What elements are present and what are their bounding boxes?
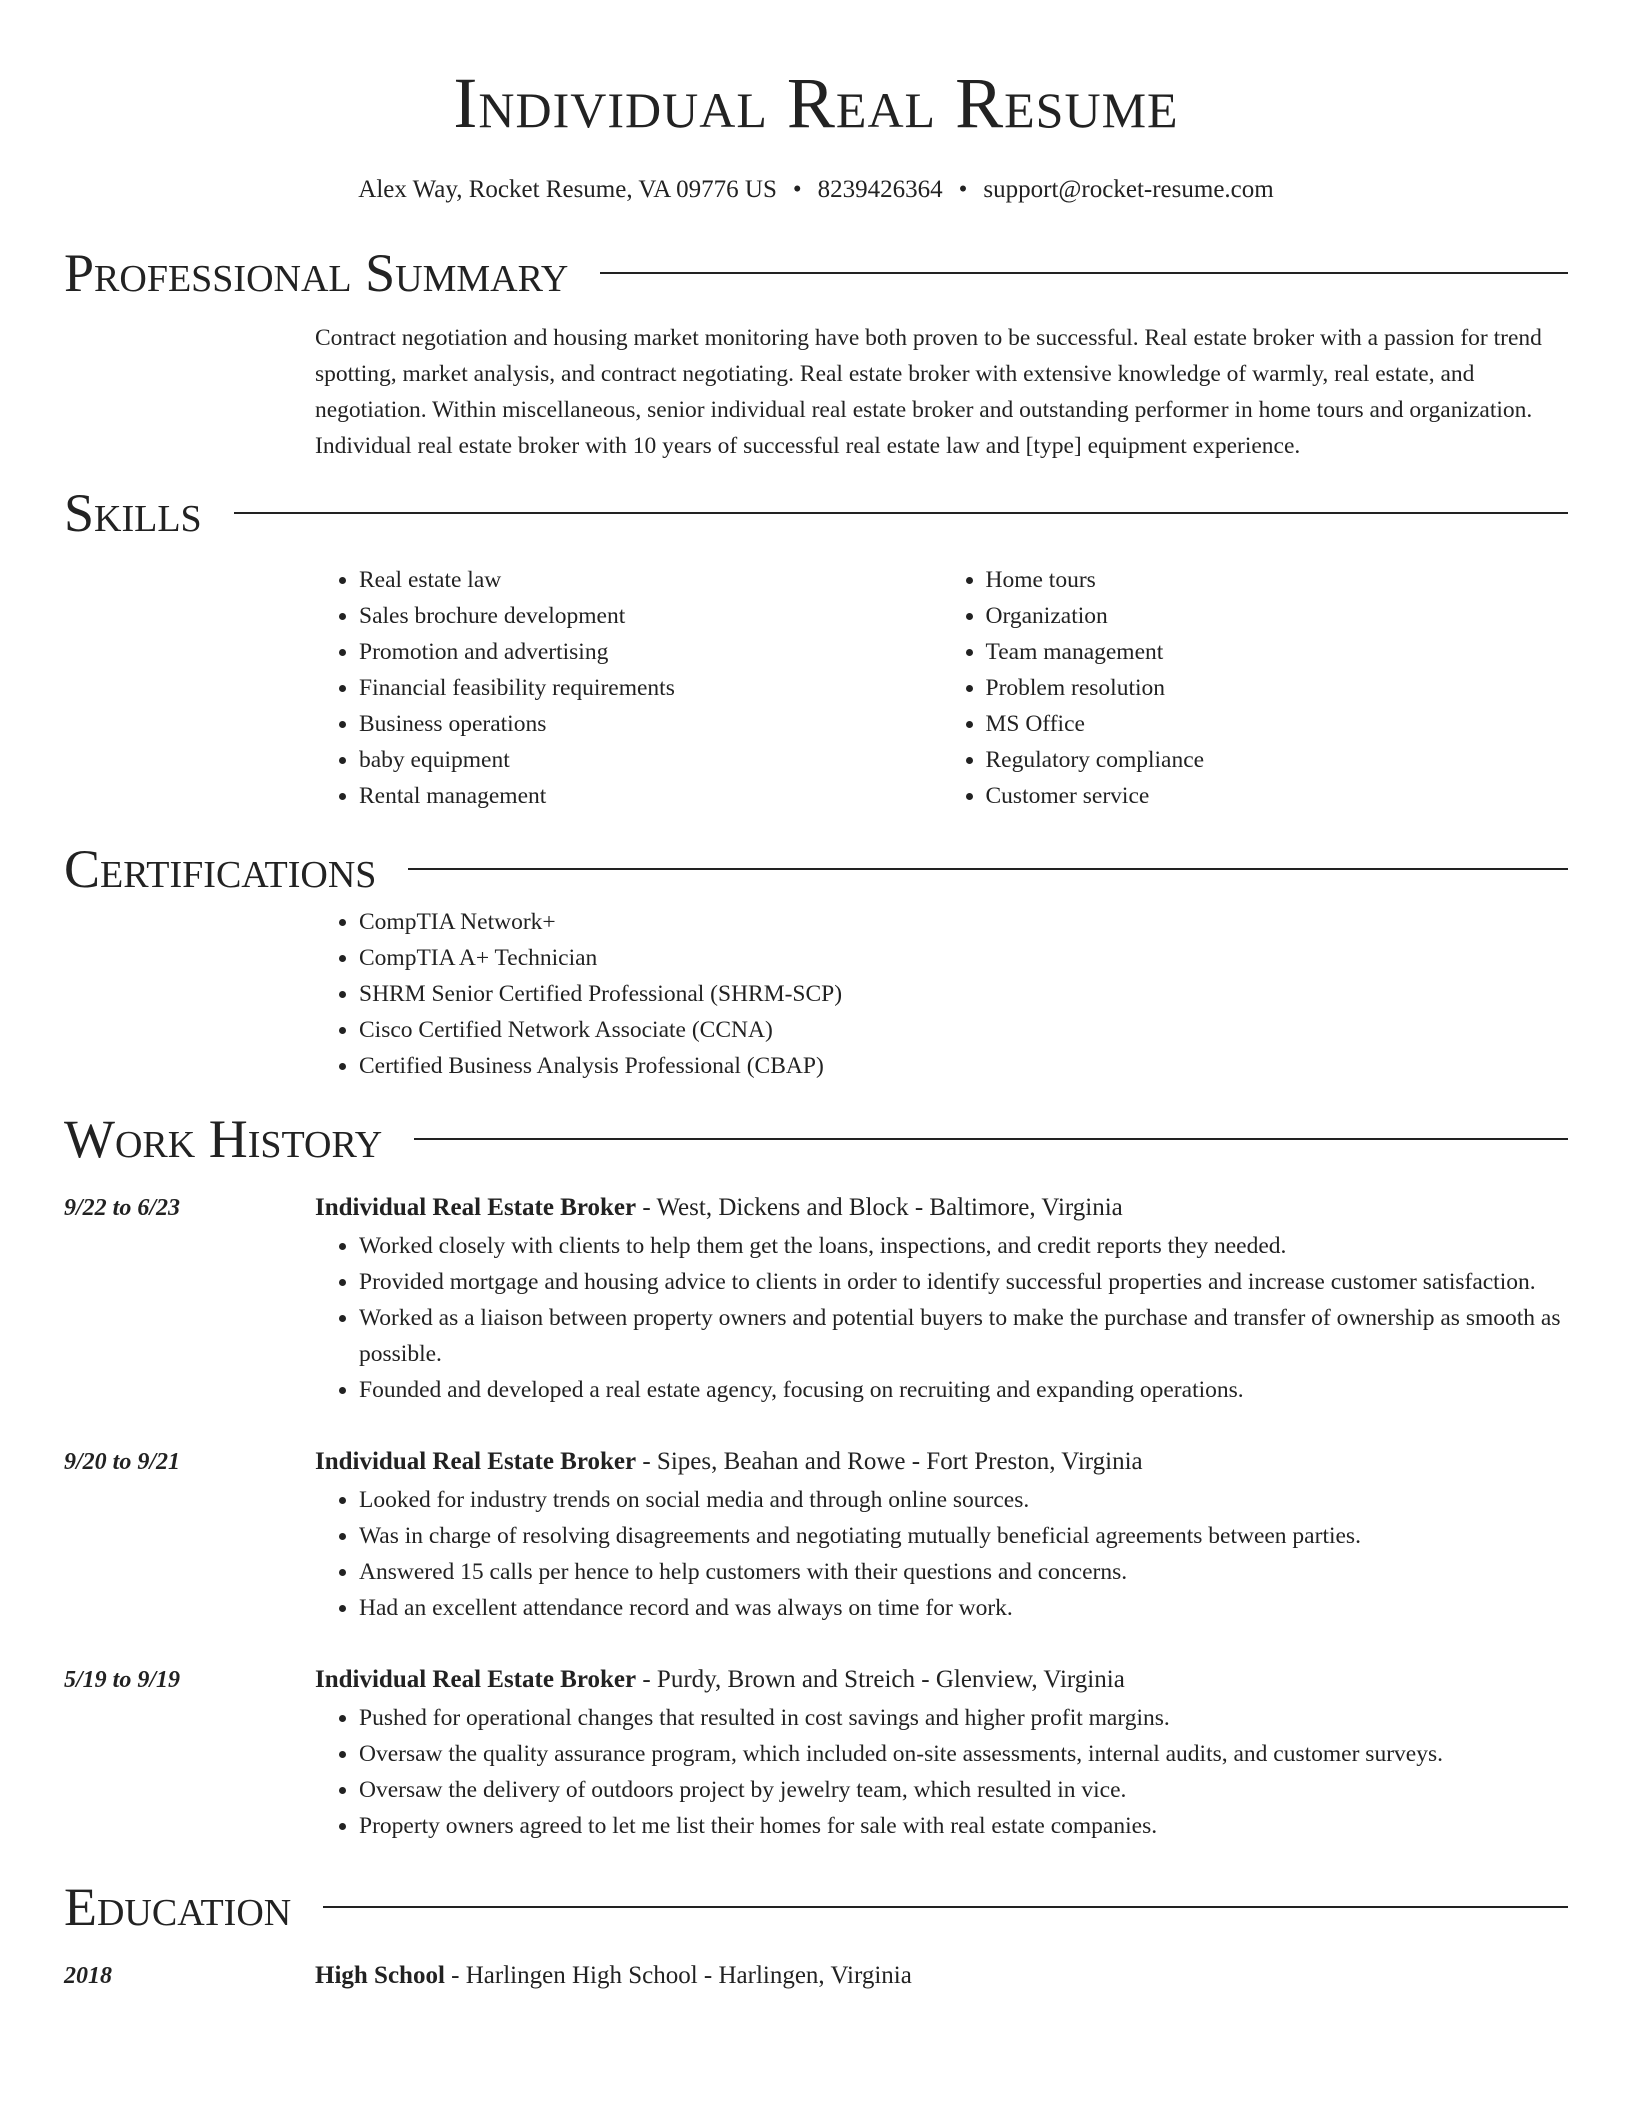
job-employer: - Purdy, Brown and Streich - Glenview, Virginia — [636, 1666, 1125, 1693]
education-entry — [64, 1956, 1568, 1996]
education-year: 2018 — [64, 1963, 112, 1989]
contact-phone: 8239426364 — [817, 176, 943, 203]
job-heading — [315, 1188, 1568, 1228]
job-bullet-list — [315, 1482, 1568, 1626]
education-heading — [315, 1956, 1568, 1996]
job-dates: 5/19 to 9/19 — [64, 1667, 181, 1693]
job-details — [315, 1188, 1568, 1408]
skill-item: • Rental management — [359, 778, 942, 814]
job-employer: - Sipes, Beahan and Rowe - Fort Preston, Virginia — [636, 1448, 1143, 1475]
resume-name: Individual Real Resume — [453, 63, 1179, 143]
skills-section — [64, 478, 1568, 814]
job-bullet: • Provided mortgage and housing advice to clients in order to identify successful properties and increase customer satisfaction. — [359, 1264, 1568, 1300]
education-section — [64, 1872, 1568, 1996]
skills-list-left — [315, 562, 942, 814]
summary-header — [64, 238, 1568, 308]
certification-item: • Certified Business Analysis Professional (CBAP) — [359, 1048, 1568, 1084]
skill-item: • Customer service — [986, 778, 1569, 814]
section-divider — [323, 1906, 1568, 1908]
job-entry — [64, 1660, 1568, 1844]
contact-line — [64, 174, 1568, 206]
job-entry — [64, 1442, 1568, 1626]
section-divider — [414, 1138, 1568, 1140]
certifications-header — [64, 834, 1568, 904]
section-divider — [234, 512, 1568, 514]
skill-item: • Home tours — [986, 562, 1569, 598]
section-divider — [600, 272, 1568, 274]
job-bullet: • Was in charge of resolving disagreements and negotiating mutually beneficial agreements between parties. — [359, 1518, 1568, 1554]
job-bullet: • Had an excellent attendance record and was always on time for work. — [359, 1590, 1568, 1626]
skills-header — [64, 478, 1568, 548]
work-history-header — [64, 1104, 1568, 1174]
job-bullet: • Founded and developed a real estate agency, focusing on recruiting and expanding operations. — [359, 1372, 1568, 1408]
section-divider — [408, 868, 1568, 870]
skill-item: • Promotion and advertising — [359, 634, 942, 670]
job-title: Individual Real Estate Broker — [315, 1448, 637, 1475]
skill-item: • Team management — [986, 634, 1569, 670]
summary-text: Contract negotiation and housing market monitoring have both proven to be successful. Real estate broker with a passion for trend spotting, market analysis, and contract negotiating. Real estate broker with extensive knowledge of warmly, real estate, and negotiation. Within miscellaneous, senior individual real estate broker and outstanding performer in home tours and organization. Individual real estate broker with 10 years of successful real estate law and [type] equipment experience. — [315, 325, 1542, 459]
summary-body — [315, 320, 1568, 464]
job-bullet: • Oversaw the delivery of outdoors project by jewelry team, which resulted in vice. — [359, 1772, 1568, 1808]
education-title: Education — [64, 1877, 292, 1937]
contact-separator: • — [792, 176, 802, 203]
job-entry — [64, 1188, 1568, 1408]
skill-item: • Real estate law — [359, 562, 942, 598]
certification-item: • Cisco Certified Network Associate (CCNA) — [359, 1012, 1568, 1048]
skill-item: • Financial feasibility requirements — [359, 670, 942, 706]
job-dates: 9/20 to 9/21 — [64, 1449, 181, 1475]
certification-item: • CompTIA Network+ — [359, 904, 1568, 940]
skill-item: • Sales brochure development — [359, 598, 942, 634]
certification-item: • CompTIA A+ Technician — [359, 940, 1568, 976]
job-heading — [315, 1660, 1568, 1700]
job-bullet: • Looked for industry trends on social media and through online sources. — [359, 1482, 1568, 1518]
skill-item: • MS Office — [986, 706, 1569, 742]
job-title: Individual Real Estate Broker — [315, 1666, 637, 1693]
job-bullet: • Property owners agreed to let me list their homes for sale with real estate companies. — [359, 1808, 1568, 1844]
job-bullet: • Pushed for operational changes that resulted in cost savings and higher profit margins. — [359, 1700, 1568, 1736]
skill-item: • Business operations — [359, 706, 942, 742]
job-bullet-list — [315, 1700, 1568, 1844]
education-entries — [64, 1956, 1568, 1996]
contact-separator: • — [958, 176, 968, 203]
skills-title: Skills — [64, 483, 202, 543]
job-bullet: • Worked as a liaison between property owners and potential buyers to make the purchase and transfer of ownership as smooth as possible. — [359, 1300, 1568, 1372]
job-title: Individual Real Estate Broker — [315, 1194, 637, 1221]
job-bullet: • Answered 15 calls per hence to help customers with their questions and concerns. — [359, 1554, 1568, 1590]
skills-list-right — [942, 562, 1569, 814]
job-bullet-list — [315, 1228, 1568, 1408]
contact-email: support@rocket-resume.com — [983, 176, 1274, 203]
certification-item: • SHRM Senior Certified Professional (SHRM-SCP) — [359, 976, 1568, 1012]
certifications-section — [64, 834, 1568, 1084]
summary-title: Professional Summary — [64, 243, 569, 303]
job-details — [315, 1660, 1568, 1844]
skill-item: • Problem resolution — [986, 670, 1569, 706]
work-history-title: Work History — [64, 1109, 383, 1169]
certifications-body — [315, 904, 1568, 1084]
education-school: - Harlingen High School - Harlingen, Virginia — [444, 1962, 912, 1989]
job-bullet: • Worked closely with clients to help them get the loans, inspections, and credit reports they needed. — [359, 1228, 1568, 1264]
job-dates: 9/22 to 6/23 — [64, 1195, 181, 1221]
skills-columns — [315, 562, 1568, 814]
contact-address: Alex Way, Rocket Resume, VA 09776 US — [358, 176, 777, 203]
job-details — [315, 1442, 1568, 1626]
summary-section — [64, 238, 1568, 464]
certifications-list — [315, 904, 1568, 1084]
work-history-jobs — [64, 1188, 1568, 1844]
certifications-title: Certifications — [64, 839, 377, 899]
skills-body — [315, 562, 1568, 814]
education-degree: High School — [315, 1962, 445, 1989]
skill-item: • baby equipment — [359, 742, 942, 778]
job-employer: - West, Dickens and Block - Baltimore, Virginia — [636, 1194, 1123, 1221]
job-bullet: • Oversaw the quality assurance program, which included on-site assessments, internal audits, and customer surveys. — [359, 1736, 1568, 1772]
education-details — [315, 1956, 1568, 1996]
skill-item: • Regulatory compliance — [986, 742, 1569, 778]
skill-item: • Organization — [986, 598, 1569, 634]
education-header — [64, 1872, 1568, 1942]
job-heading — [315, 1442, 1568, 1482]
work-history-section — [64, 1104, 1568, 1844]
